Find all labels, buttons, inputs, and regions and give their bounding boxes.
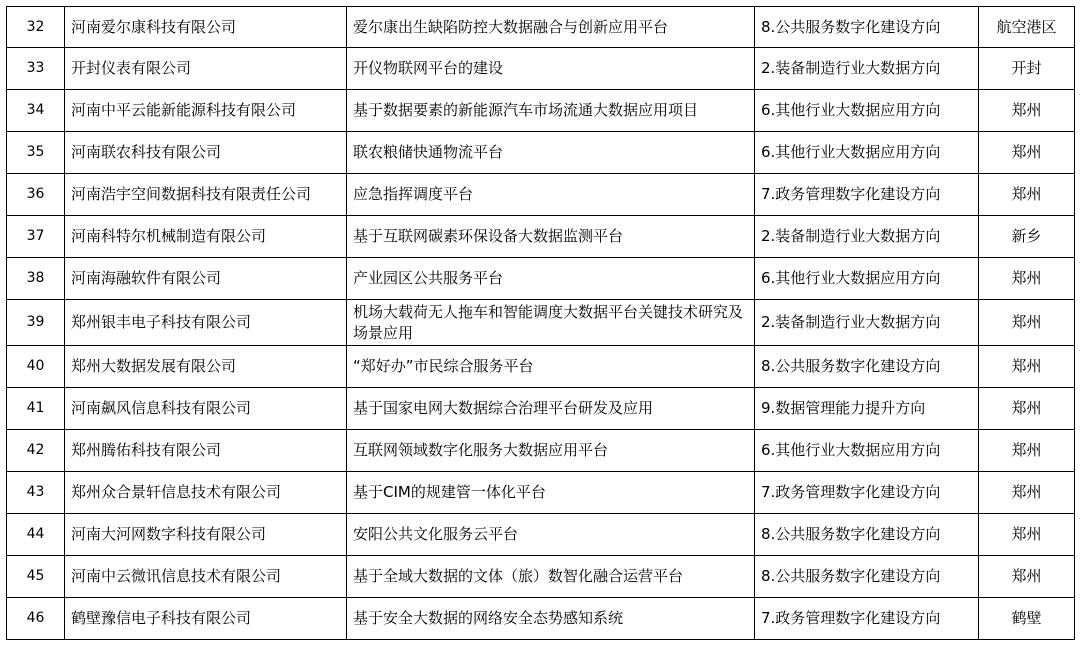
row-number-cell: 36 (7, 174, 65, 216)
project-table (6, 6, 1075, 640)
direction-cell: 9.数据管理能力提升方向 (755, 388, 979, 430)
direction-cell: 8.公共服务数字化建设方向 (755, 346, 979, 388)
region-cell: 郑州 (979, 300, 1075, 346)
row-number-cell: 44 (7, 514, 65, 556)
region-cell: 郑州 (979, 346, 1075, 388)
direction-cell: 6.其他行业大数据应用方向 (755, 258, 979, 300)
project-name-cell: 基于安全大数据的网络安全态势感知系统 (347, 598, 755, 640)
table-row (7, 514, 1075, 556)
project-name-cell: 开仪物联网平台的建设 (347, 48, 755, 90)
region-cell: 新乡 (979, 216, 1075, 258)
region-cell: 郑州 (979, 258, 1075, 300)
row-number-cell: 45 (7, 556, 65, 598)
direction-cell: 7.政务管理数字化建设方向 (755, 598, 979, 640)
region-cell: 郑州 (979, 90, 1075, 132)
project-name-cell: 基于国家电网大数据综合治理平台研发及应用 (347, 388, 755, 430)
region-cell: 鹤壁 (979, 598, 1075, 640)
company-name-cell: 郑州大数据发展有限公司 (65, 346, 347, 388)
company-name-cell: 河南浩宇空间数据科技有限责任公司 (65, 174, 347, 216)
region-cell: 郑州 (979, 388, 1075, 430)
direction-cell: 2.装备制造行业大数据方向 (755, 300, 979, 346)
project-name-cell: 联农粮储快通物流平台 (347, 132, 755, 174)
project-name-cell: 基于互联网碳素环保设备大数据监测平台 (347, 216, 755, 258)
region-cell: 郑州 (979, 132, 1075, 174)
company-name-cell: 郑州银丰电子科技有限公司 (65, 300, 347, 346)
row-number-cell: 41 (7, 388, 65, 430)
company-name-cell: 河南爱尔康科技有限公司 (65, 7, 347, 48)
project-list-sheet (6, 6, 1074, 640)
company-name-cell: 河南海融软件有限公司 (65, 258, 347, 300)
table-row (7, 430, 1075, 472)
region-cell: 郑州 (979, 556, 1075, 598)
table-row (7, 7, 1075, 48)
direction-cell: 6.其他行业大数据应用方向 (755, 90, 979, 132)
project-table-body (7, 7, 1075, 640)
project-name-cell: 安阳公共文化服务云平台 (347, 514, 755, 556)
row-number-cell: 39 (7, 300, 65, 346)
table-row (7, 48, 1075, 90)
table-row (7, 472, 1075, 514)
row-number-cell: 46 (7, 598, 65, 640)
company-name-cell: 河南飙风信息科技有限公司 (65, 388, 347, 430)
direction-cell: 7.政务管理数字化建设方向 (755, 472, 979, 514)
table-row (7, 258, 1075, 300)
region-cell: 郑州 (979, 514, 1075, 556)
table-row (7, 598, 1075, 640)
company-name-cell: 开封仪表有限公司 (65, 48, 347, 90)
table-row (7, 174, 1075, 216)
direction-cell: 8.公共服务数字化建设方向 (755, 514, 979, 556)
direction-cell: 8.公共服务数字化建设方向 (755, 7, 979, 48)
company-name-cell: 河南联农科技有限公司 (65, 132, 347, 174)
table-row (7, 90, 1075, 132)
region-cell: 郑州 (979, 430, 1075, 472)
table-row (7, 388, 1075, 430)
company-name-cell: 河南中平云能新能源科技有限公司 (65, 90, 347, 132)
region-cell: 开封 (979, 48, 1075, 90)
table-row (7, 346, 1075, 388)
project-name-cell: 机场大载荷无人拖车和智能调度大数据平台关键技术研究及场景应用 (347, 300, 755, 346)
table-row (7, 216, 1075, 258)
company-name-cell: 河南科特尔机械制造有限公司 (65, 216, 347, 258)
row-number-cell: 35 (7, 132, 65, 174)
project-name-cell: 基于全域大数据的文体（旅）数智化融合运营平台 (347, 556, 755, 598)
company-name-cell: 河南中云微讯信息技术有限公司 (65, 556, 347, 598)
direction-cell: 2.装备制造行业大数据方向 (755, 48, 979, 90)
project-name-cell: 爱尔康出生缺陷防控大数据融合与创新应用平台 (347, 7, 755, 48)
table-row (7, 132, 1075, 174)
company-name-cell: 鹤壁豫信电子科技有限公司 (65, 598, 347, 640)
row-number-cell: 37 (7, 216, 65, 258)
row-number-cell: 38 (7, 258, 65, 300)
direction-cell: 8.公共服务数字化建设方向 (755, 556, 979, 598)
region-cell: 郑州 (979, 472, 1075, 514)
project-name-cell: 基于CIM的规建管一体化平台 (347, 472, 755, 514)
company-name-cell: 河南大河网数字科技有限公司 (65, 514, 347, 556)
row-number-cell: 34 (7, 90, 65, 132)
row-number-cell: 42 (7, 430, 65, 472)
direction-cell: 6.其他行业大数据应用方向 (755, 430, 979, 472)
row-number-cell: 43 (7, 472, 65, 514)
direction-cell: 6.其他行业大数据应用方向 (755, 132, 979, 174)
project-name-cell: 应急指挥调度平台 (347, 174, 755, 216)
region-cell: 郑州 (979, 174, 1075, 216)
project-name-cell: 互联网领域数字化服务大数据应用平台 (347, 430, 755, 472)
project-name-cell: 基于数据要素的新能源汽车市场流通大数据应用项目 (347, 90, 755, 132)
table-row (7, 300, 1075, 346)
table-row (7, 556, 1075, 598)
row-number-cell: 32 (7, 7, 65, 48)
project-name-cell: 产业园区公共服务平台 (347, 258, 755, 300)
region-cell: 航空港区 (979, 7, 1075, 48)
row-number-cell: 33 (7, 48, 65, 90)
direction-cell: 7.政务管理数字化建设方向 (755, 174, 979, 216)
project-name-cell: “郑好办”市民综合服务平台 (347, 346, 755, 388)
company-name-cell: 郑州众合景轩信息技术有限公司 (65, 472, 347, 514)
company-name-cell: 郑州腾佑科技有限公司 (65, 430, 347, 472)
row-number-cell: 40 (7, 346, 65, 388)
direction-cell: 2.装备制造行业大数据方向 (755, 216, 979, 258)
